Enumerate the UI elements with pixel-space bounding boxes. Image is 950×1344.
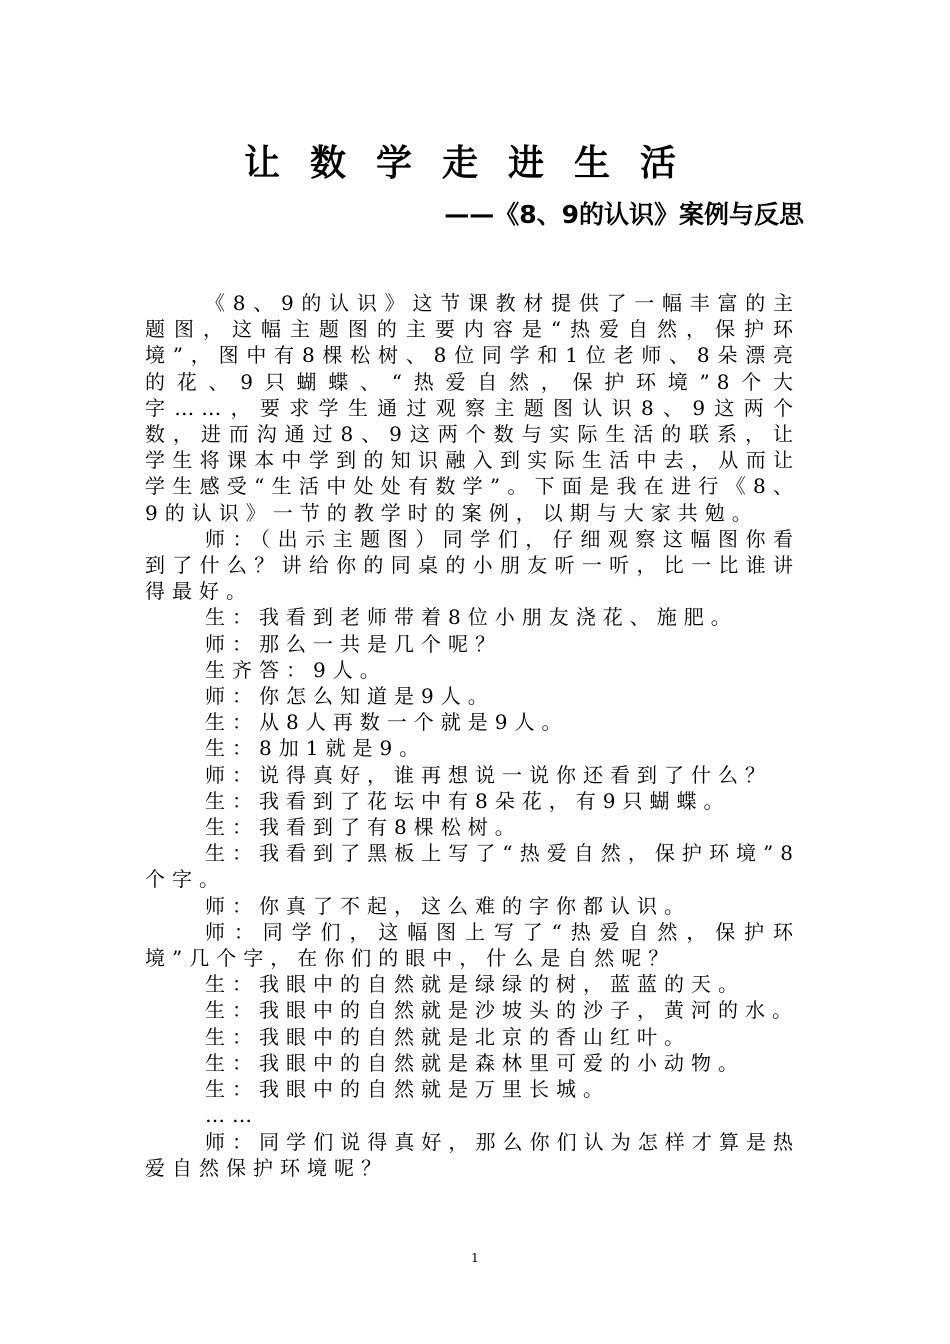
paragraph: 师：（出示主题图）同学们，仔细观察这幅图你看到了什么？讲给你的同桌的小朋友听一听，比一比谁讲得最好。: [145, 526, 800, 604]
paragraph: 师：说得真好，谁再想说一说你还看到了什么？: [205, 762, 772, 787]
paragraph: 生：我眼中的自然就是森林里可爱的小动物。: [205, 1050, 745, 1075]
paragraph: ……: [205, 1103, 259, 1128]
page-number: 1: [471, 1251, 479, 1265]
paragraph: 生：我看到了黑板上写了“热爱自然，保护环境”8个字。: [145, 841, 800, 892]
document-title: 让数学走进生活: [243, 143, 706, 184]
paragraph: 师：同学们，这幅图上写了“热爱自然，保护环境”几个字，在你们的眼中，什么是自然呢？: [145, 919, 800, 971]
paragraph: 生：我眼中的自然就是沙坡头的沙子，黄河的水。: [205, 998, 799, 1023]
paragraph: 师：同学们说得真好，那么你们认为怎样才算是热爱自然保护环境呢？: [145, 1129, 800, 1180]
paragraph: 生：8加1就是9。: [205, 736, 427, 761]
document-subtitle: ——《8、9的认识》案例与反思: [444, 200, 804, 229]
paragraph: 生：我看到了花坛中有8朵花，有9只蝴蝶。: [205, 788, 731, 813]
paragraph: 生：我看到老师带着8位小朋友浇花、施肥。: [205, 605, 738, 630]
paragraph: 生：我眼中的自然就是绿绿的树，蓝蓝的天。: [205, 972, 745, 997]
paragraph: 生齐答：9人。: [205, 657, 387, 682]
paragraph: 生：我眼中的自然就是北京的香山红叶。: [205, 1024, 691, 1049]
document-body: [145, 290, 800, 1181]
paragraph: 师：那么一共是几个呢？: [205, 631, 502, 656]
paragraph: 生：从8人再数一个就是9人。: [205, 710, 569, 735]
paragraph: 师：你怎么知道是9人。: [205, 684, 495, 709]
paragraph: 师：你真了不起，这么难的字你都认识。: [205, 893, 691, 918]
paragraph: 生：我看到了有8棵松树。: [205, 815, 522, 840]
paragraph: 《8、9的认识》这节课教材提供了一幅丰富的主题图，这幅主题图的主要内容是“热爱自然，保护环境”，图中有8棵松树、8位同学和1位老师、8朵漂亮的花、9只蝴蝶、“热爱自然，保护环境”8个大字……，要求学生通过观察主题图认识8、9这两个数，进而沟通过8、9这两个数与实际生活的联系，让学生将课本中学到的知识融入到实际生活中去，从而让学生感受“生活中处处有数学”。下面是我在进行《8、9的认识》一节的教学时的案例，以期与大家共勉。: [145, 291, 800, 525]
paragraph: 生：我眼中的自然就是万里长城。: [205, 1077, 610, 1102]
